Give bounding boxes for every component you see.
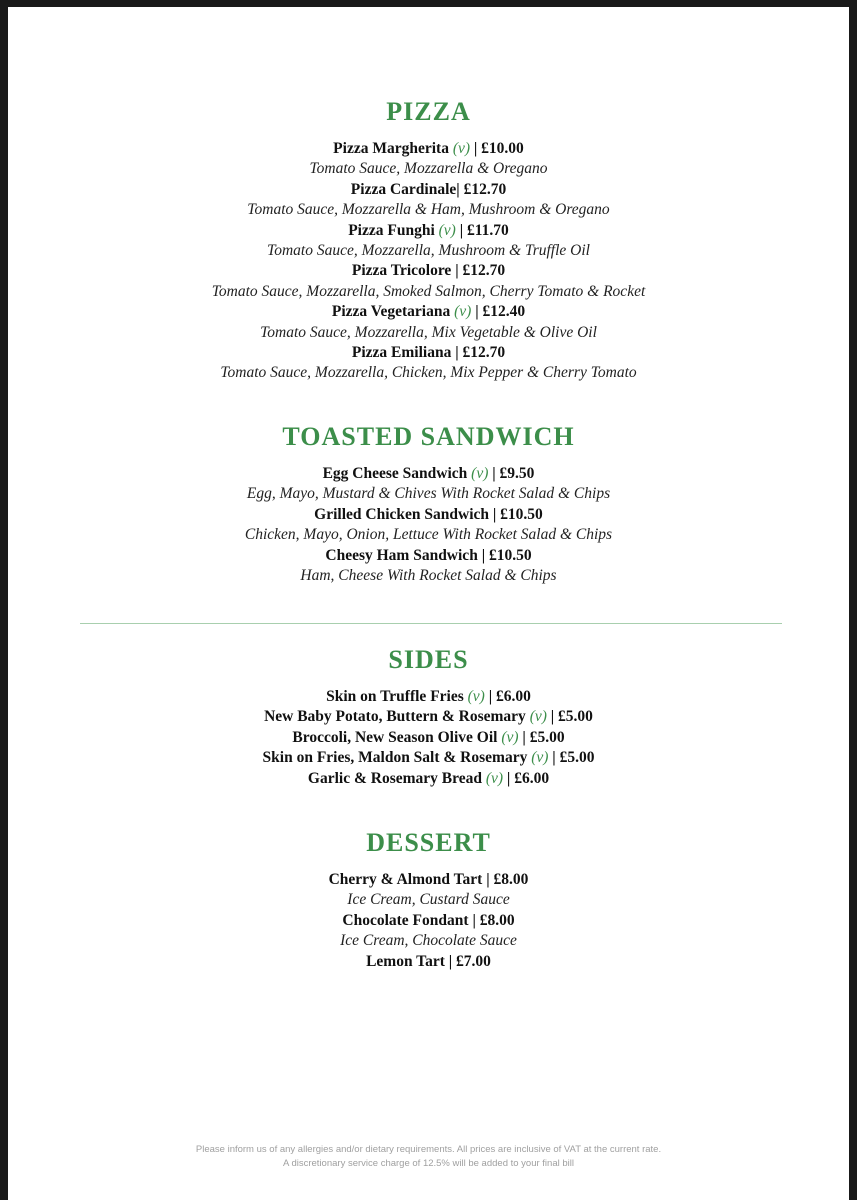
menu-item-name: New Baby Potato, Buttern & Rosemary [264,708,530,726]
menu-item-name: Pizza Cardinale| [350,180,464,198]
menu-item-price: | £8.00 [482,871,529,888]
menu-item-description: Tomato Sauce, Mozzarella, Mix Vegetable & Olive Oil [260,323,597,341]
section-title-sandwich: TOASTED SANDWICH [282,422,575,451]
menu-item-name: Lemon Tart [366,952,449,970]
menu-item-title [8,728,849,748]
menu-item-title [8,870,849,890]
menu-item-name: Cheesy Ham Sandwich [325,546,478,564]
menu-item-title [8,707,849,727]
dessert-section [8,828,849,972]
menu-page [8,7,849,1200]
menu-item-price: | £11.70 [455,221,509,239]
section-title-sides: SIDES [388,645,469,674]
menu-item-title [8,687,849,707]
footer-service-charge-note: A discretionary service charge of 12.5% will be added to your final bill [283,1158,574,1169]
menu-item-price: | £6.00 [503,769,550,787]
vegetarian-marker: (v) [471,465,489,482]
section-title-dessert: DESSERT [366,828,491,857]
menu-item-name: Cherry & Almond Tart [328,871,483,888]
vegetarian-marker: (v) [454,303,472,321]
menu-item-title [8,302,849,322]
menu-item-title [8,464,849,484]
menu-item-title [8,505,849,525]
menu-item-name: Pizza Margherita [333,140,453,157]
menu-item-description: Tomato Sauce, Mozzarella, Smoked Salmon, Cherry Tomato & Rocket [211,282,646,300]
menu-item-name: Skin on Truffle Fries [326,688,468,705]
menu-item-title [8,911,849,931]
menu-item-price: | £8.00 [472,911,515,929]
menu-item-name: Chocolate Fondant [342,911,473,929]
sides-section [8,645,849,789]
pizza-items [8,139,849,384]
pizza-section [8,97,849,384]
menu-item-name: Garlic & Rosemary Bread [307,769,486,787]
menu-item-price: | £12.40 [471,303,526,321]
menu-item-price: | £10.50 [477,546,532,564]
menu-item-price: | £10.00 [470,140,524,157]
menu-item-name: Pizza Tricolore [351,262,452,280]
menu-item-price: | £5.00 [548,749,595,767]
menu-item-title [8,261,849,281]
menu-item-title [8,180,849,200]
dessert-items [8,870,849,972]
menu-item-title [8,748,849,768]
vegetarian-marker: (v) [501,728,519,746]
menu-item-description: Tomato Sauce, Mozzarella & Oregano [309,160,548,178]
menu-item-price: | £9.50 [488,465,535,482]
vegetarian-marker: (v) [467,688,485,705]
section-divider [80,623,782,624]
menu-item-title [8,221,849,241]
footer-allergy-note: Please inform us of any allergies and/or dietary requirements. All prices are inclusive of VAT at the current rate. [195,1144,662,1155]
menu-item-price: | £6.00 [484,688,531,705]
sandwich-section [8,422,849,586]
vegetarian-marker: (v) [529,708,547,726]
menu-item-name: Pizza Vegetariana [331,303,455,321]
menu-item-title [8,343,849,363]
vegetarian-marker: (v) [485,769,504,787]
menu-item-title [8,769,849,789]
menu-item-price: | £5.00 [518,728,565,746]
menu-item-title [8,139,849,159]
footer-note [8,1143,849,1171]
menu-item-name: Skin on Fries, Maldon Salt & Rosemary [262,749,532,767]
menu-item-description: Ice Cream, Custard Sauce [347,891,510,909]
vegetarian-marker: (v) [438,221,456,239]
menu-item-title [8,952,849,972]
menu-item-name: Egg Cheese Sandwich [322,465,472,482]
vegetarian-marker: (v) [452,140,471,157]
menu-item-price: | £5.00 [546,708,593,726]
sides-items [8,687,849,789]
menu-item-name: Grilled Chicken Sandwich [314,505,493,523]
menu-item-description: Ham, Cheese With Rocket Salad & Chips [300,567,557,585]
menu-item-price: | £10.50 [492,505,543,523]
menu-item-description: Tomato Sauce, Mozzarella, Mushroom & Truffle Oil [267,242,590,260]
menu-item-description: Tomato Sauce, Mozzarella, Chicken, Mix Pepper & Cherry Tomato [220,364,637,382]
sandwich-items [8,464,849,586]
menu-item-name: Pizza Emiliana [351,344,452,362]
menu-item-description: Ice Cream, Chocolate Sauce [340,932,517,950]
menu-item-description: Chicken, Mayo, Onion, Lettuce With Rocket Salad & Chips [244,526,613,544]
menu-item-price: | £12.70 [451,344,506,362]
menu-item-price: | £7.00 [448,952,491,970]
menu-item-description: Egg, Mayo, Mustard & Chives With Rocket Salad & Chips [246,485,611,503]
vegetarian-marker: (v) [531,749,549,767]
menu-item-price: £12.70 [463,180,507,198]
menu-item-description: Tomato Sauce, Mozzarella & Ham, Mushroom & Oregano [247,201,610,219]
menu-item-title [8,546,849,566]
menu-item-name: Broccoli, New Season Olive Oil [292,728,502,746]
menu-item-name: Pizza Funghi [348,221,439,239]
section-title-pizza: PIZZA [386,97,471,126]
menu-item-price: | £12.70 [451,262,506,280]
